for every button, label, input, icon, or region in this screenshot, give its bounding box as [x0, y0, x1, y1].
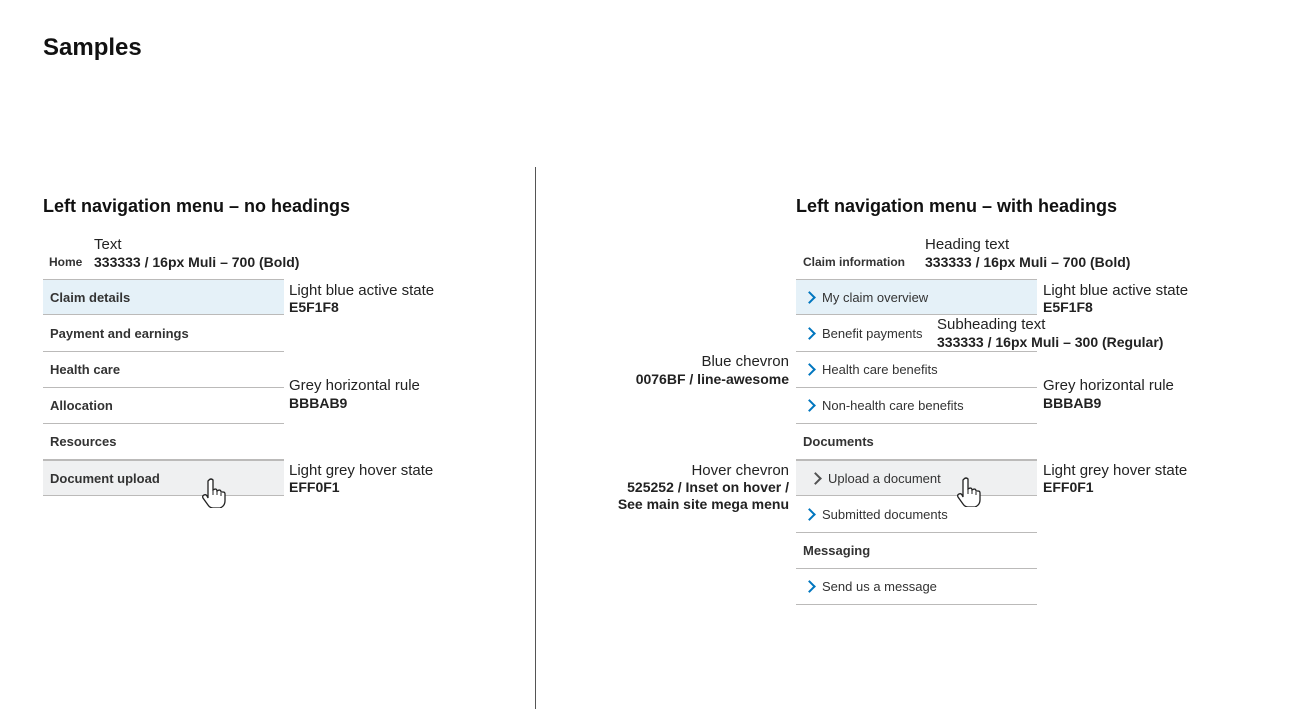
- home-link[interactable]: Home: [49, 255, 83, 269]
- hover-chevron-annotation-line2: See main site mega menu: [617, 496, 789, 512]
- nav-item-label: Non-health care benefits: [822, 398, 964, 413]
- subheading-annotation-value: 333333 / 16px Muli – 300 (Regular): [937, 334, 1164, 350]
- right-nav-heading-documents: [796, 424, 1037, 460]
- left-nav-item-resources[interactable]: [43, 424, 284, 460]
- right-rule-annotation-value: BBBAB9: [1043, 395, 1102, 411]
- right-nav-heading-messaging: [796, 533, 1037, 569]
- chevron-right-icon: [803, 291, 816, 304]
- heading-text-annotation-value: 333333 / 16px Muli – 700 (Bold): [925, 254, 1131, 270]
- blue-chevron-annotation-title: Blue chevron: [701, 353, 789, 370]
- left-hover-annotation-title: Light grey hover state: [289, 462, 434, 479]
- right-nav-item-upload-a-document[interactable]: [796, 460, 1037, 496]
- left-rule-annotation-value: BBBAB9: [289, 395, 348, 411]
- heading-text-annotation-title: Heading text: [925, 236, 1010, 253]
- nav-item-label: Payment and earnings: [50, 326, 189, 341]
- claim-information-heading: Claim information: [803, 255, 906, 269]
- right-rule-annotation-title: Grey horizontal rule: [1043, 377, 1174, 394]
- right-nav-item-non-health-care-benefits[interactable]: [796, 388, 1037, 424]
- nav-item-label: Upload a document: [828, 470, 941, 486]
- left-text-annotation-value: 333333 / 16px Muli – 700 (Bold): [94, 254, 300, 270]
- left-text-annotation-title: Text: [94, 236, 122, 253]
- nav-heading-label: Documents: [803, 434, 874, 449]
- left-section-title: Left navigation menu – no headings: [43, 196, 351, 216]
- left-nav-item-payment-and-earnings[interactable]: [43, 316, 284, 352]
- nav-item-label: Document upload: [50, 470, 160, 486]
- chevron-right-icon: [803, 580, 816, 593]
- right-nav-item-send-us-a-message[interactable]: [796, 569, 1037, 605]
- nav-item-label: Resources: [50, 434, 117, 449]
- left-active-annotation-value: E5F1F8: [289, 299, 339, 315]
- nav-item-label: Health care: [50, 362, 121, 377]
- subheading-annotation-title: Subheading text: [937, 316, 1046, 333]
- hover-chevron-annotation-title: Hover chevron: [691, 462, 789, 479]
- right-hover-annotation-value: EFF0F1: [1043, 479, 1094, 495]
- right-nav-item-health-care-benefits[interactable]: [796, 352, 1037, 388]
- blue-chevron-annotation-value: 0076BF / line-awesome: [635, 371, 789, 387]
- left-rule-annotation-title: Grey horizontal rule: [289, 377, 420, 394]
- chevron-right-icon: [809, 472, 822, 485]
- chevron-right-icon: [803, 327, 816, 340]
- page-title: Samples: [43, 34, 142, 61]
- nav-item-label: My claim overview: [822, 289, 929, 305]
- left-hover-annotation-value: EFF0F1: [289, 479, 340, 495]
- section-divider: [535, 167, 536, 709]
- chevron-right-icon: [803, 508, 816, 521]
- nav-item-label: Submitted documents: [822, 507, 948, 522]
- right-nav-item-my-claim-overview[interactable]: [796, 279, 1037, 315]
- left-nav-item-allocation[interactable]: [43, 388, 284, 424]
- right-active-annotation-title: Light blue active state: [1043, 282, 1189, 299]
- nav-item-label: Benefit payments: [822, 326, 923, 341]
- nav-item-label: Allocation: [50, 398, 113, 413]
- chevron-right-icon: [803, 399, 816, 412]
- right-section-title: Left navigation menu – with headings: [796, 196, 1118, 216]
- left-active-annotation-title: Light blue active state: [289, 282, 435, 299]
- left-nav-item-document-upload[interactable]: [43, 460, 284, 496]
- nav-item-label: Send us a message: [822, 579, 937, 594]
- nav-item-label: Claim details: [50, 289, 131, 305]
- chevron-right-icon: [803, 363, 816, 376]
- nav-item-label: Health care benefits: [822, 362, 938, 377]
- hand-pointer-icon: [955, 477, 981, 507]
- left-nav-item-health-care[interactable]: [43, 352, 284, 388]
- hover-chevron-annotation-line1: 525252 / Inset on hover /: [627, 479, 789, 495]
- hand-pointer-icon: [200, 478, 226, 508]
- nav-heading-label: Messaging: [803, 543, 871, 558]
- right-nav-item-submitted-documents[interactable]: [796, 497, 1037, 533]
- right-active-annotation-value: E5F1F8: [1043, 299, 1093, 315]
- left-nav-item-claim-details[interactable]: [43, 279, 284, 315]
- right-hover-annotation-title: Light grey hover state: [1043, 462, 1188, 479]
